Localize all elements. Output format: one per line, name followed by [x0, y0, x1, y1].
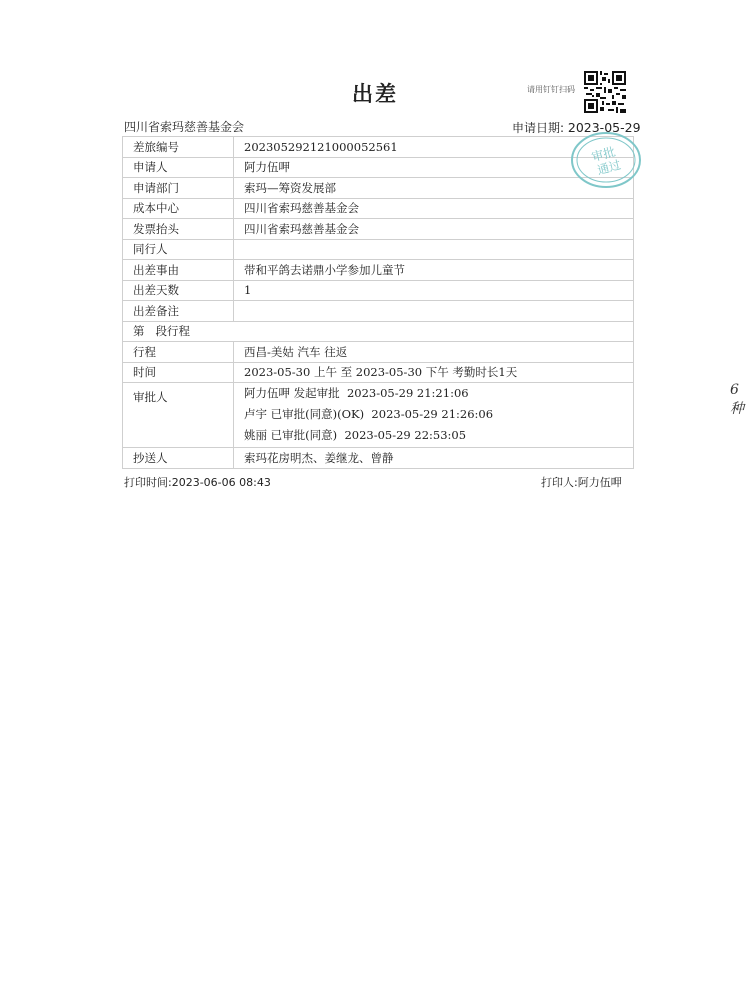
apply-date-value: 2023-05-29 — [567, 120, 641, 135]
field-value: 四川省索玛慈善基金会 — [234, 198, 634, 219]
field-label: 行程 — [123, 342, 234, 363]
field-value — [234, 301, 634, 322]
field-label: 时间 — [123, 362, 234, 383]
field-label: 同行人 — [123, 239, 234, 260]
table-row — [123, 198, 634, 219]
approver-entry: 姚丽 已审批(同意) 2023-05-29 22:53:05 — [244, 428, 467, 442]
approvers-list — [234, 383, 634, 448]
table-row — [123, 301, 634, 322]
apply-date-label: 申请日期: — [512, 121, 565, 135]
field-value: 阿力伍呷 — [234, 157, 634, 178]
qr-hint-text: 请用钉钉扫码 — [527, 85, 575, 94]
approved-stamp — [569, 131, 643, 189]
table-row — [123, 178, 634, 199]
field-label: 出差天数 — [123, 280, 234, 301]
handwritten-mark: 6种 — [730, 382, 744, 417]
document-title: 出差 — [352, 82, 398, 106]
field-label: 发票抬头 — [123, 219, 234, 240]
field-value: 1 — [234, 280, 634, 301]
table-row — [123, 362, 634, 383]
table-row — [123, 448, 634, 469]
approver-entry: 阿力伍呷 发起审批 2023-05-29 21:21:06 — [244, 386, 469, 400]
print-time: 打印时间:2023-06-06 08:43 — [124, 476, 271, 489]
approvers-row — [123, 383, 634, 448]
table-row — [123, 137, 634, 158]
table-row — [123, 260, 634, 281]
section-header-row — [123, 321, 634, 342]
field-value: 索玛—筹资发展部 — [234, 178, 634, 199]
field-label: 出差事由 — [123, 260, 234, 281]
field-value: 索玛花房明杰、姜继龙、曾静 — [234, 448, 634, 469]
field-label: 申请人 — [123, 157, 234, 178]
field-value: 2023-05-30 上午 至 2023-05-30 下午 考勤时长1天 — [234, 362, 634, 383]
table-row — [123, 239, 634, 260]
section-header: 第 段行程 — [123, 321, 634, 342]
field-value: 202305292121000052561 — [234, 137, 634, 158]
stamp-text-line1: 审批 — [590, 144, 617, 165]
field-value — [234, 239, 634, 260]
table-row — [123, 157, 634, 178]
stamp-text-line2: 通过 — [595, 157, 623, 178]
approver-entry: 卢宇 已审批(同意)(OK) 2023-05-29 21:26:06 — [244, 407, 494, 421]
field-label: 差旅编号 — [123, 137, 234, 158]
field-label: 成本中心 — [123, 198, 234, 219]
qr-code-icon — [584, 71, 626, 113]
field-value: 四川省索玛慈善基金会 — [234, 219, 634, 240]
table-row — [123, 219, 634, 240]
table-row — [123, 280, 634, 301]
field-value: 带和平鸽去诺鼎小学参加儿童节 — [234, 260, 634, 281]
travel-form-table — [122, 136, 634, 469]
field-label: 申请部门 — [123, 178, 234, 199]
field-value: 西昌-美姑 汽车 往返 — [234, 342, 634, 363]
printer-name: 打印人:阿力伍呷 — [541, 476, 622, 489]
field-label: 出差备注 — [123, 301, 234, 322]
organization-name: 四川省索玛慈善基金会 — [124, 120, 245, 134]
table-row — [123, 342, 634, 363]
field-label: 抄送人 — [123, 448, 234, 469]
field-label: 审批人 — [123, 383, 234, 448]
